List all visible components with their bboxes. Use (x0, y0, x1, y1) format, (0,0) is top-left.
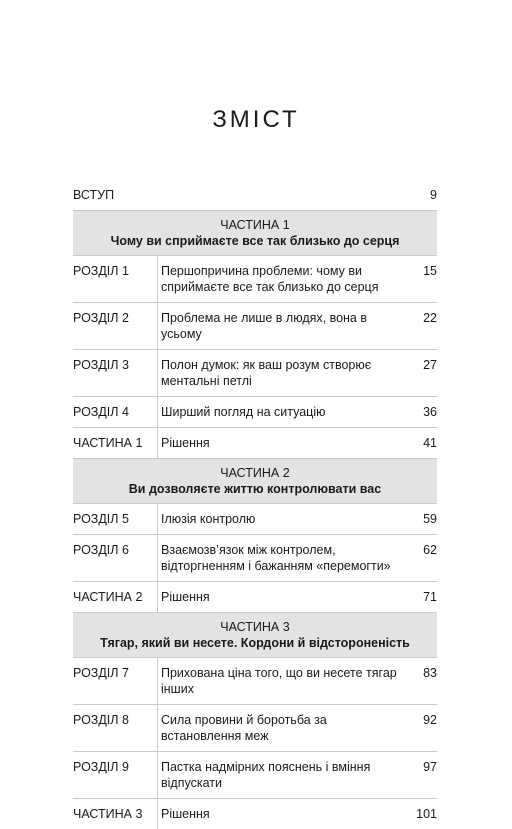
toc-intro-label: ВСТУП (73, 188, 115, 202)
toc-row-label: РОЗДІЛ 3 (73, 358, 129, 372)
toc-row (73, 428, 437, 459)
toc-row-text: Сила провини й боротьба за встановлення меж (161, 713, 327, 743)
toc-row (73, 350, 437, 397)
toc-row (73, 256, 437, 303)
part-header-3 (73, 613, 437, 658)
toc-row-page: 62 (423, 543, 437, 557)
toc-row (73, 397, 437, 428)
page-title: ЗМІСТ (212, 106, 300, 133)
toc-row-label: ЧАСТИНА 3 (73, 807, 143, 821)
toc-row-page: 41 (423, 436, 437, 450)
toc-row-label: РОЗДІЛ 2 (73, 311, 129, 325)
part-number: ЧАСТИНА 2 (220, 466, 290, 480)
toc-row-page: 59 (423, 512, 437, 526)
part-title: Ви дозволяєте життю контролювати вас (128, 482, 382, 496)
part-number: ЧАСТИНА 3 (220, 620, 290, 634)
toc-row-text: Взаємозв’язок між контролем, відторгненням і бажанням «перемогти» (161, 543, 391, 573)
toc-row (73, 535, 437, 582)
part-header-2 (73, 459, 437, 504)
toc-row (73, 799, 437, 829)
toc-row-page: 101 (416, 807, 437, 821)
toc-row-label: ЧАСТИНА 1 (73, 436, 143, 450)
part-title: Чому ви сприймаєте все так близько до серця (110, 234, 400, 248)
toc-row-page: 27 (423, 358, 437, 372)
toc-row (73, 705, 437, 752)
toc-row-label: ЧАСТИНА 2 (73, 590, 143, 604)
part-title: Тягар, який ви несете. Кордони й відстороненість (100, 636, 410, 650)
toc-row (73, 752, 437, 799)
toc-row-text: Рішення (161, 807, 210, 821)
toc-row (73, 303, 437, 350)
toc-row (73, 582, 437, 613)
toc-row-text: Ілюзія контролю (161, 512, 256, 526)
toc-row-label: РОЗДІЛ 9 (73, 760, 129, 774)
toc-row (73, 504, 437, 535)
part-number: ЧАСТИНА 1 (220, 218, 290, 232)
toc-row-text: Рішення (161, 436, 210, 450)
toc-row-page: 97 (423, 760, 437, 774)
toc-row-page: 83 (423, 666, 437, 680)
toc-row-text: Проблема не лише в людях, вона в усьому (161, 311, 367, 341)
toc-row-page: 36 (423, 405, 437, 419)
toc-row-label: РОЗДІЛ 1 (73, 264, 129, 278)
toc-row-label: РОЗДІЛ 5 (73, 512, 129, 526)
toc-row-text: Першопричина проблеми: чому ви сприймаєте все так близько до серця (161, 264, 379, 294)
toc-row-text: Прихована ціна того, що ви несете тягар інших (161, 666, 397, 696)
toc-row-label: РОЗДІЛ 6 (73, 543, 129, 557)
toc-row-text: Полон думок: як ваш розум створює ментальні петлі (161, 358, 372, 388)
toc-row-page: 15 (423, 264, 437, 278)
toc-row-intro (73, 180, 437, 211)
toc-intro-page: 9 (430, 188, 437, 202)
toc-row-label: РОЗДІЛ 8 (73, 713, 129, 727)
toc-row-page: 22 (423, 311, 437, 325)
table-of-contents (73, 180, 437, 829)
toc-row-label: РОЗДІЛ 4 (73, 405, 129, 419)
toc-row (73, 658, 437, 705)
toc-row-page: 92 (423, 713, 437, 727)
toc-row-text: Рішення (161, 590, 210, 604)
toc-row-page: 71 (423, 590, 437, 604)
toc-row-text: Ширший погляд на ситуацію (161, 405, 326, 419)
toc-row-label: РОЗДІЛ 7 (73, 666, 129, 680)
part-header-1 (73, 211, 437, 256)
toc-row-text: Пастка надмірних пояснень і вміння відпускати (161, 760, 371, 790)
